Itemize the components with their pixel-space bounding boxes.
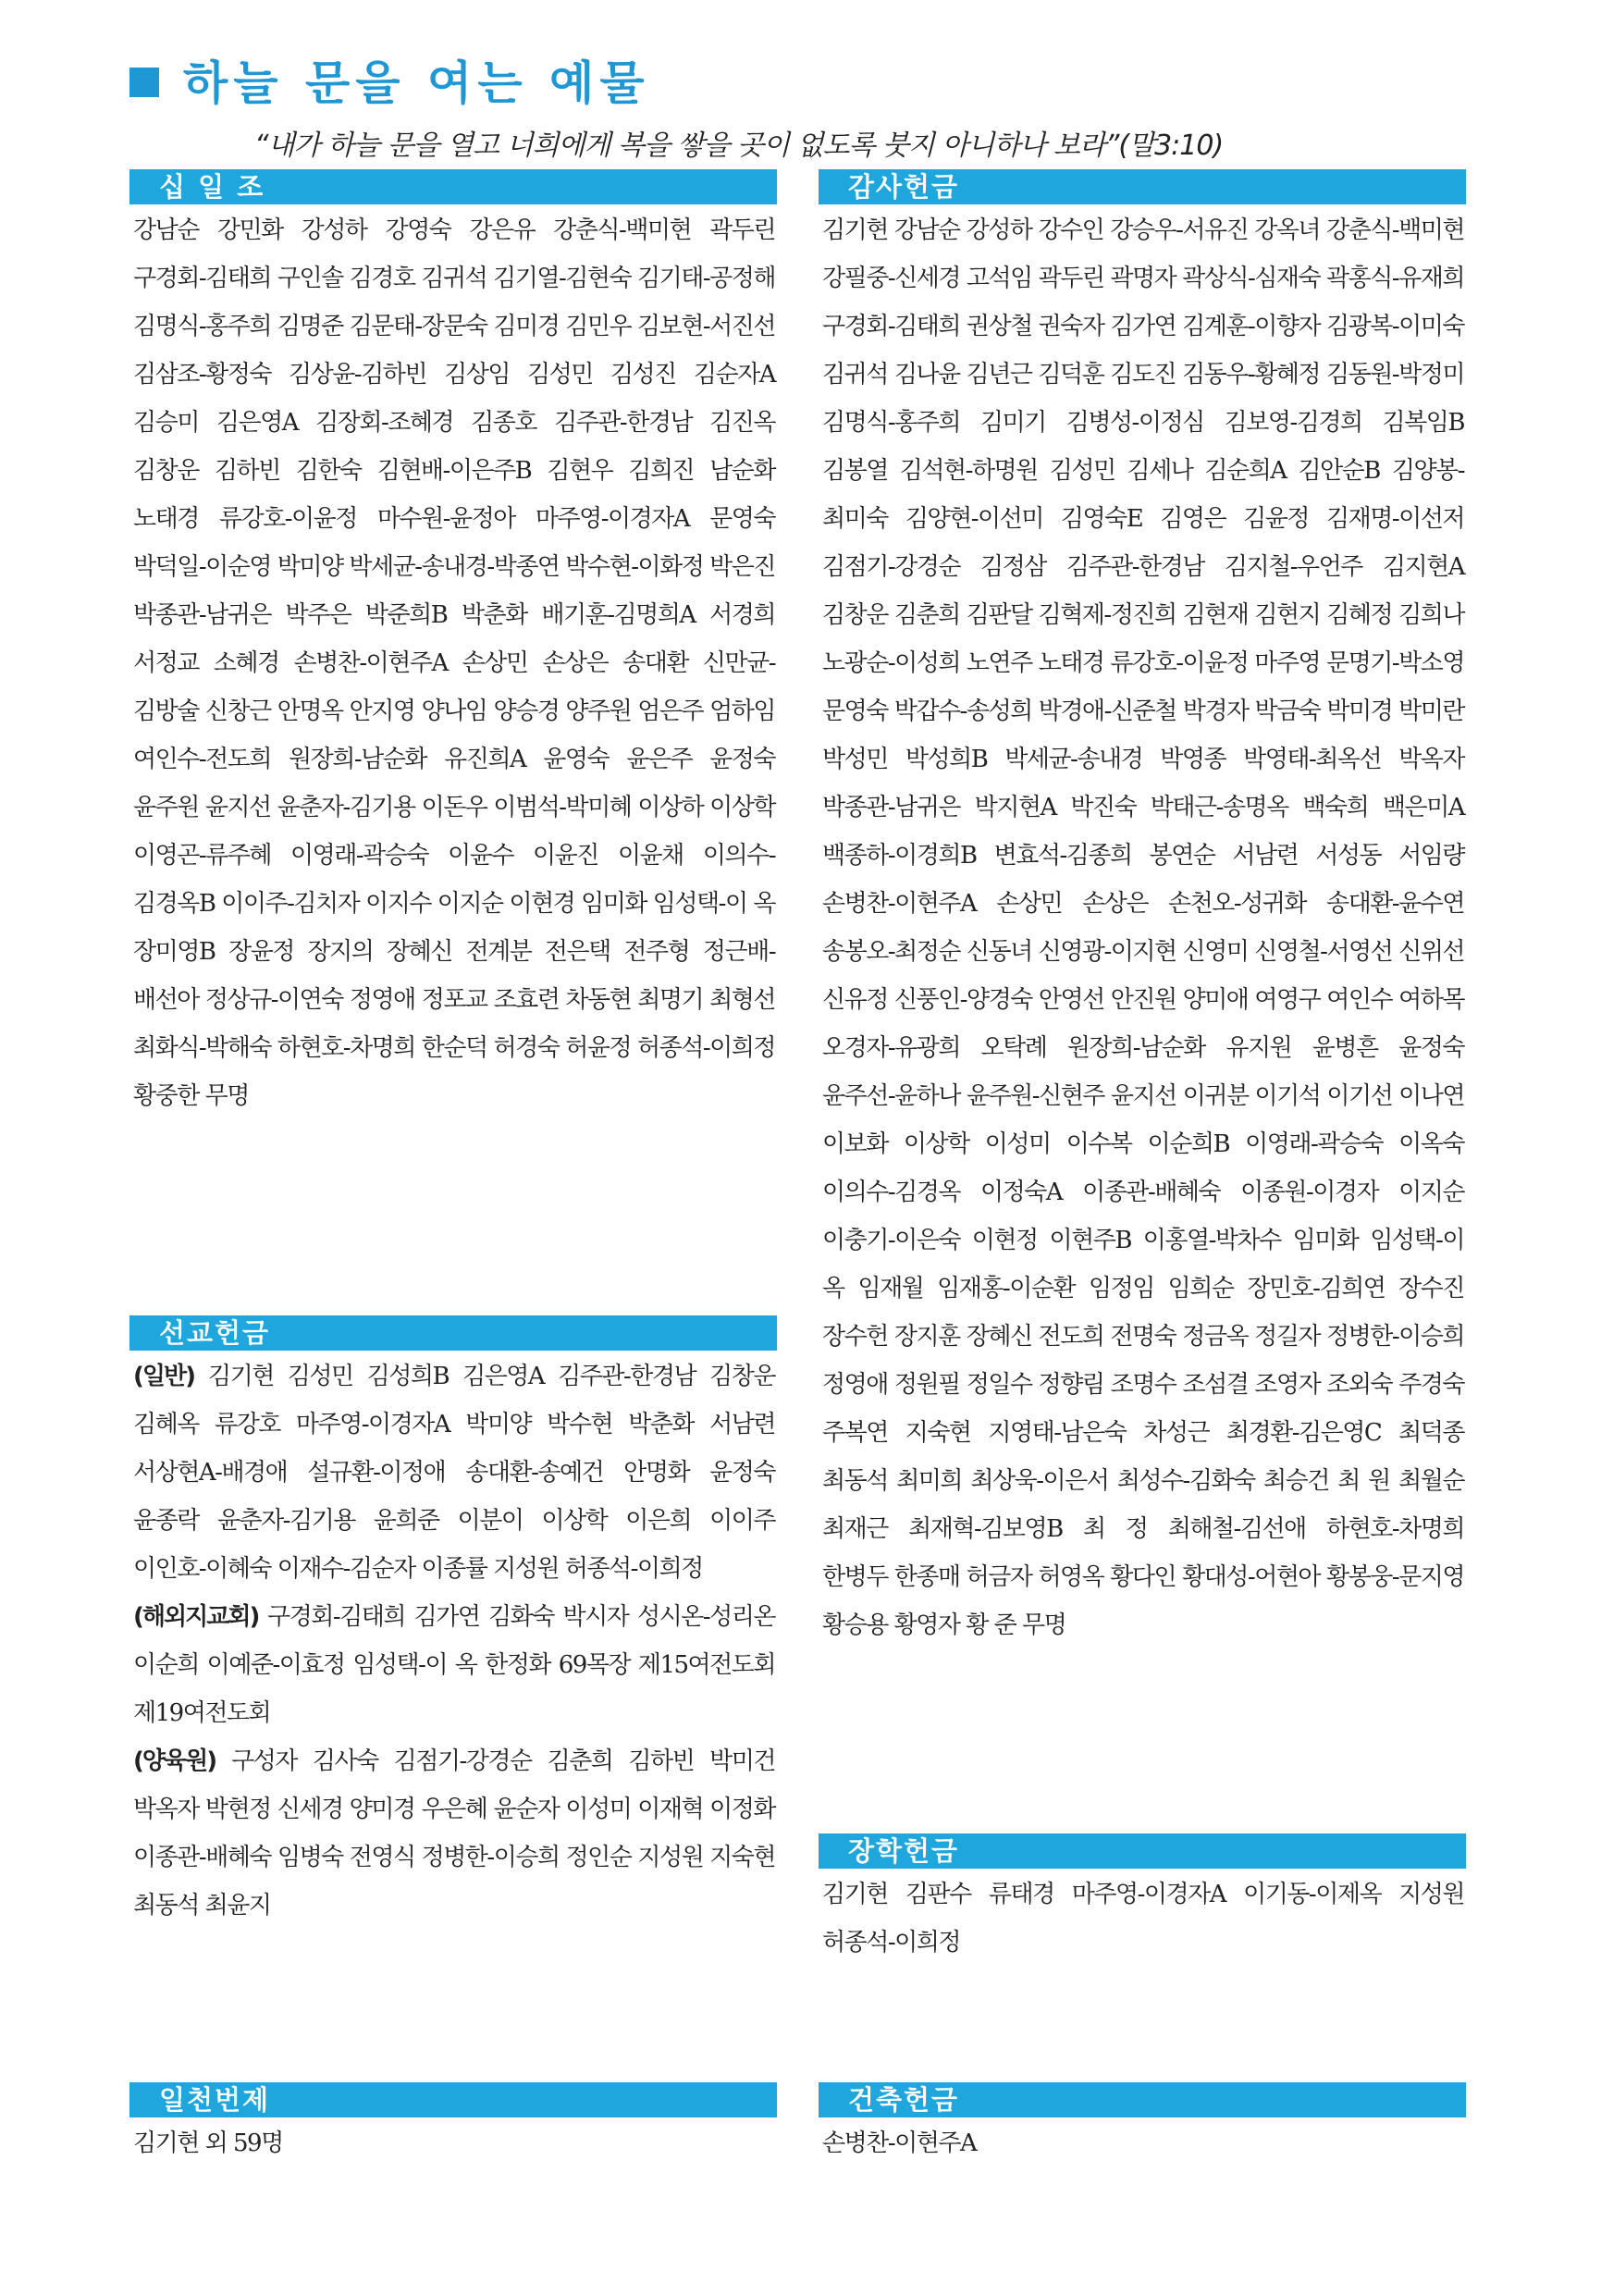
section-thanks — [819, 169, 1466, 1649]
mission-orphanage-text: 구성자 김사숙 김점기-강경순 김춘희 김하빈 박미건 박옥자 박현정 신세경 양미경 우은혜 윤순자 이성미 이재혁 이정화 이종관-배혜숙 임병숙 전영식 정병한-이승희 정인순 지성원 지숙현 최동석 최윤지 — [133, 1747, 775, 1920]
mission-names — [129, 1352, 777, 1930]
section-header-first-fruit: 일천번제 — [129, 2082, 777, 2117]
first-fruit-names: 김기현 외 59명 — [133, 2129, 283, 2157]
section-first-fruit — [129, 2082, 777, 2167]
mission-orphanage — [133, 1737, 775, 1930]
title-row — [129, 46, 1480, 113]
section-header-tithe: 십 일 조 — [129, 169, 777, 204]
title-square-icon — [129, 68, 159, 97]
tithe-names: 강남순 강민화 강성하 강영숙 강은유 강춘식-백미현 곽두린 구경회-김태희 구인솔 김경호 김귀석 김기열-김현숙 김기태-공정해 김명식-홍주희 김명준 김문태-장문숙 김미경 김민우 김보현-서진선 김삼조-황정숙 김상윤-김하빈 김상임 김성민 김성진 김순자A 김승미 김은영A 김장회-조혜경 김종호 김주관-한경남 김진옥 김창운 김하빈 김한숙 김현배-이은주B 김현우 김희진 남순화 노태경 류강호-이윤정 마수원-윤정아 마주영-이경자A 문영숙 박덕일-이순영 박미양 박세균-송내경-박종연 박수현-이화정 박은진 박종관-남귀은 박주은 박준희B 박춘화 배기훈-김명희A 서경희 서정교 소혜경 손병찬-이현주A 손상민 손상은 송대환 신만균-김방술 신창근 안명옥 안지영 양나임 양승경 양주원 엄은주 엄하임 여인수-전도희 원장희-남순화 유진희A 윤영숙 윤은주 윤정숙 윤주원 윤지선 윤춘자-김기용 이돈우 이범석-박미혜 이상하 이상학 이영곤-류주혜 이영래-곽승숙 이윤수 이윤진 이윤채 이의수-김경옥B 이이주-김치자 이지수 이지순 이현경 임미화 임성택-이 옥 장미영B 장윤정 장지의 장혜신 전계분 전은택 전주형 정근배-배선아 정상규-이연숙 정영애 정포교 조효련 차동현 최명기 최형선 최화식-박해숙 하현호-차명희 한순덕 허경숙 허윤정 허종석-이희정 황중한 무명 — [133, 216, 775, 1110]
section-header-thanks: 감사헌금 — [819, 169, 1466, 204]
section-header-mission: 선교헌금 — [129, 1315, 777, 1351]
page-header — [129, 46, 1480, 163]
page-title: 하늘 문을 여는 예물 — [183, 56, 650, 110]
thanks-names: 김기현 강남순 강성하 강수인 강승우-서유진 강옥녀 강춘식-백미현 강필중-신세경 고석임 곽두린 곽명자 곽상식-심재숙 곽홍식-유재희 구경회-김태희 권상철 권숙자 김가연 김계훈-이향자 김광복-이미숙 김귀석 김나윤 김년근 김덕훈 김도진 김동우-황혜정 김동원-박정미 김명식-홍주희 김미기 김병성-이정심 김보영-김경희 김복임B 김봉열 김석현-하명원 김성민 김세나 김순희A 김안순B 김양봉-최미숙 김양현-이선미 김영숙E 김영은 김윤정 김재명-이선저 김점기-강경순 김정삼 김주관-한경남 김지철-우언주 김지현A 김창운 김춘희 김판달 김혁제-정진희 김현재 김현지 김혜정 김희나 노광순-이성희 노연주 노태경 류강호-이윤정 마주영 문명기-박소영 문영숙 박갑수-송성희 박경애-신준철 박경자 박금숙 박미경 박미란 박성민 박성희B 박세균-송내경 박영종 박영태-최옥선 박옥자 박종관-남귀은 박지현A 박진숙 박태근-송명옥 백숙희 백은미A 백종하-이경희B 변효석-김종희 봉연순 서남련 서성동 서임량 손병찬-이현주A 손상민 손상은 손천오-성귀화 송대환-윤수연 송봉오-최정순 신동녀 신영광-이지현 신영미 신영철-서영선 신위선 신유정 신풍인-양경숙 안영선 안진원 양미애 여영구 여인수 여하목 오경자-유광희 오탁례 원장희-남순화 유지원 윤병흔 윤정숙 윤주선-윤하나 윤주원-신현주 윤지선 이귀분 이기석 이기선 이나연 이보화 이상학 이성미 이수복 이순희B 이영래-곽승숙 이옥숙 이의수-김경옥 이정숙A 이종관-배혜숙 이종원-이경자 이지순 이충기-이은숙 이현정 이현주B 이홍열-박차수 임미화 임성택-이 옥 임재월 임재홍-이순환 임정임 임희순 장민호-김희연 장수진 장수헌 장지훈 장혜신 전도희 전명숙 정금옥 정길자 정병한-이승희 정영애 정원필 정일수 정향림 조명수 조섬결 조영자 조외숙 주경숙 주복연 지숙현 지영태-남은숙 차성근 최경환-김은영C 최덕종 최동석 최미희 최상욱-이은서 최성수-김화숙 최승건 최 원 최월순 최재근 최재혁-김보영B 최 정 최해철-김선애 하현호-차명희 한병두 한종매 허금자 허영옥 황다인 황대성-어현아 황봉웅-문지영 황승용 황영자 황 준 무명 — [822, 216, 1464, 1639]
section-mission — [129, 1315, 777, 1930]
mission-overseas — [133, 1593, 775, 1737]
section-building — [819, 2082, 1466, 2167]
scripture-verse: “내가 하늘 문을 열고 너희에게 복을 쌓을 곳이 없도록 붓지 아니하나 보라”(말3:10) — [254, 130, 1224, 162]
mission-general-text: 김기현 김성민 김성희B 김은영A 김주관-한경남 김창운 김혜옥 류강호 마주영-이경자A 박미양 박수현 박춘화 서남련 서상현A-배경애 설규환-이정애 송대환-송예건 안명화 윤정숙 윤종락 윤춘자-김기용 윤희준 이분이 이상학 이은희 이이주 이인호-이혜숙 이재수-김순자 이종률 지성원 허종석-이희정 — [133, 1363, 775, 1583]
scholarship-names: 김기현 김판수 류태경 마주영-이경자A 이기동-이제옥 지성원 허종석-이희정 — [822, 1881, 1464, 1957]
section-scholarship — [819, 1833, 1466, 1967]
mission-general-tag: (일반) — [133, 1363, 194, 1390]
mission-overseas-text: 구경회-김태희 김가연 김화숙 박시자 성시온-성리온 이순희 이예준-이효정 임성택-이 옥 한정화 69목장 제15여전도회 제19여전도회 — [133, 1603, 775, 1727]
section-tithe — [129, 169, 777, 1120]
building-names: 손병찬-이현주A — [822, 2129, 977, 2157]
mission-overseas-tag: (해외지교회) — [133, 1603, 259, 1631]
mission-orphanage-tag: (양육원) — [133, 1747, 216, 1775]
mission-general — [133, 1352, 775, 1593]
section-header-scholarship: 장학헌금 — [819, 1833, 1466, 1869]
section-header-building: 건축헌금 — [819, 2082, 1466, 2117]
